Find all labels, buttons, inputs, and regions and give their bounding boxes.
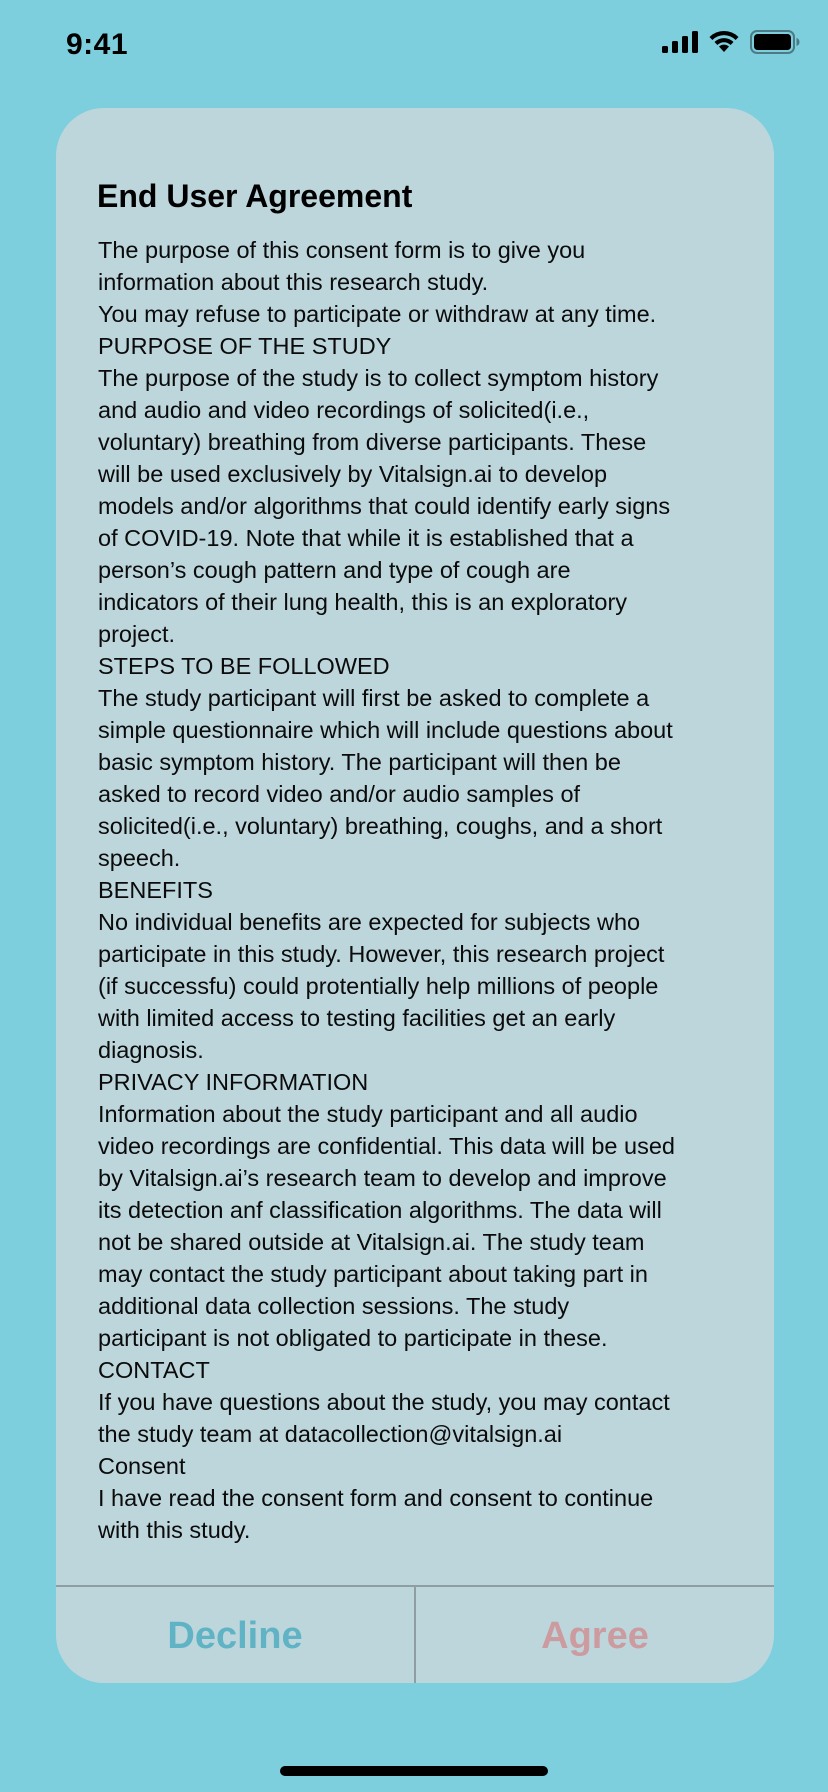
agreement-line: The purpose of the study is to collect symptom history — [98, 365, 659, 391]
section-heading: CONTACT — [98, 1357, 210, 1383]
agreement-line: of COVID-19. Note that while it is established that a — [98, 525, 634, 551]
agreement-line: will be used exclusively by Vitalsign.ai to develop — [98, 461, 608, 487]
agreement-line: asked to record video and/or audio samples of — [98, 781, 581, 807]
section-heading: PRIVACY INFORMATION — [98, 1069, 369, 1095]
agreement-line: If you have questions about the study, you may contact — [98, 1389, 670, 1415]
status-bar — [0, 0, 828, 96]
section-heading: Consent — [98, 1453, 186, 1479]
agreement-line: with limited access to testing facilities get an early — [98, 1005, 616, 1031]
agreement-line: its detection anf classification algorithms. The data will — [98, 1197, 662, 1223]
status-icons — [662, 30, 800, 54]
battery-icon — [750, 30, 800, 54]
agreement-line: simple questionnaire which will include questions about — [98, 717, 673, 743]
dialog-actions — [56, 1585, 774, 1683]
agreement-line: You may refuse to participate or withdraw at any time. — [98, 301, 657, 327]
agreement-line: participant is not obligated to participate in these. — [98, 1325, 608, 1351]
agreement-line: diagnosis. — [98, 1037, 204, 1063]
agreement-line: video recordings are confidential. This data will be used — [98, 1133, 675, 1159]
agreement-line: Information about the study participant and all audio — [98, 1101, 638, 1127]
agreement-line: project. — [98, 621, 176, 647]
section-heading: STEPS TO BE FOLLOWED — [98, 653, 390, 679]
agreement-line: with this study. — [98, 1517, 251, 1543]
agreement-text — [98, 234, 748, 1546]
decline-button[interactable]: Decline — [56, 1587, 416, 1683]
agreement-dialog — [56, 108, 774, 1683]
agreement-line: (if successfu) could protentially help millions of people — [98, 973, 659, 999]
agreement-line: the study team at datacollection@vitalsign.ai — [98, 1421, 563, 1447]
section-heading: PURPOSE OF THE STUDY — [98, 333, 392, 359]
agreement-line: basic symptom history. The participant will then be — [98, 749, 621, 775]
wifi-icon — [708, 30, 740, 54]
agreement-line: indicators of their lung health, this is an exploratory — [98, 589, 628, 615]
agreement-line: voluntary) breathing from diverse participants. These — [98, 429, 647, 455]
cellular-signal-icon — [662, 31, 698, 53]
agreement-line: information about this research study. — [98, 269, 489, 295]
agreement-line: additional data collection sessions. The study — [98, 1293, 570, 1319]
agreement-line: not be shared outside at Vitalsign.ai. The study team — [98, 1229, 645, 1255]
agreement-line: The purpose of this consent form is to give you — [98, 237, 586, 263]
agreement-line: speech. — [98, 845, 181, 871]
agreement-line: No individual benefits are expected for subjects who — [98, 909, 641, 935]
section-heading: BENEFITS — [98, 877, 213, 903]
agreement-line: by Vitalsign.ai’s research team to develop and improve — [98, 1165, 667, 1191]
home-indicator[interactable] — [280, 1766, 548, 1776]
agree-button[interactable]: Agree — [416, 1587, 774, 1683]
dialog-title: End User Agreement — [97, 178, 413, 214]
agreement-line: may contact the study participant about taking part in — [98, 1261, 648, 1287]
agreement-line: and audio and video recordings of solicited(i.e., — [98, 397, 590, 423]
agreement-line: solicited(i.e., voluntary) breathing, coughs, and a short — [98, 813, 663, 839]
agreement-line: person’s cough pattern and type of cough are — [98, 557, 571, 583]
agreement-line: participate in this study. However, this research project — [98, 941, 665, 967]
agreement-line: The study participant will first be asked to complete a — [98, 685, 650, 711]
status-time: 9:41 — [66, 28, 129, 61]
agreement-line: models and/or algorithms that could identify early signs — [98, 493, 671, 519]
agreement-line: I have read the consent form and consent to continue — [98, 1485, 654, 1511]
